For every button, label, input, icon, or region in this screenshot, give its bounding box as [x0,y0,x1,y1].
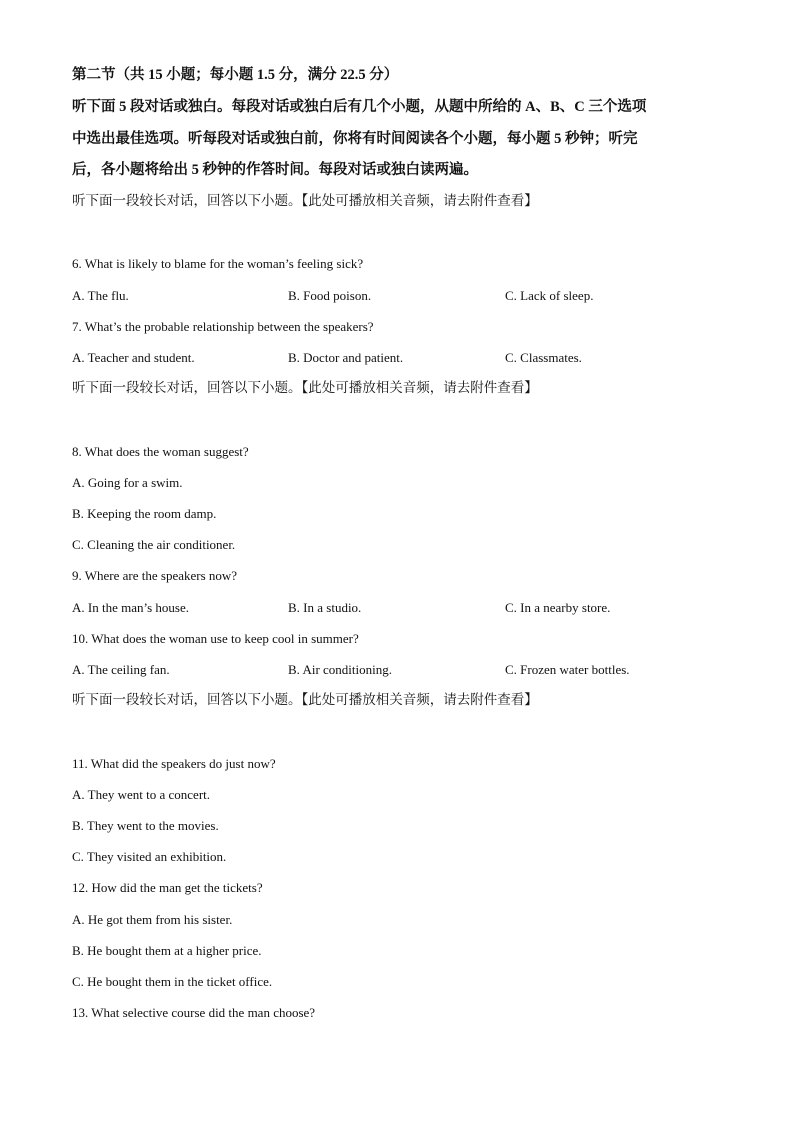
option-a: A. The flu. [72,288,129,303]
question-8-option-b: B. Keeping the room damp. [72,506,217,521]
section-intro-line-1: 听下面 5 段对话或独白。每段对话或独白后有几个小题，从题中所给的 A、B、C 三个选项 [72,99,647,115]
option-c: C. Classmates. [505,350,582,365]
audio-instruction-3: 听下面一段较长对话，回答以下小题。【此处可播放相关音频，请去附件查看】 [72,692,538,707]
audio-instruction-2: 听下面一段较长对话，回答以下小题。【此处可播放相关音频，请去附件查看】 [72,380,538,395]
option-b: B. Food poison. [288,288,372,303]
question-11-option-a: A. They went to a concert. [72,787,211,802]
section-intro-line-2: 中选出最佳选项。听每段对话或独白前，你将有时间阅读各个小题，每小题 5 秒钟；听完 [72,131,638,147]
question-9-stem: 9. Where are the speakers now? [72,568,238,583]
option-b: B. Air conditioning. [288,662,392,677]
question-12-option-c: C. He bought them in the ticket office. [72,974,273,989]
option-c: C. In a nearby store. [505,600,611,615]
option-a: A. In the man’s house. [72,600,189,615]
option-a: A. The ceiling fan. [72,662,170,677]
question-10-stem: 10. What does the woman use to keep cool in summer? [72,631,359,646]
question-13-stem: 13. What selective course did the man choose? [72,1005,316,1020]
question-11-option-b: B. They went to the movies. [72,818,219,833]
section-intro-line-3: 后，各小题将给出 5 秒钟的作答时间。每段对话或独白读两遍。 [72,162,478,178]
option-a: A. Teacher and student. [72,350,195,365]
option-c: C. Lack of sleep. [505,288,594,303]
audio-instruction-1: 听下面一段较长对话，回答以下小题。【此处可播放相关音频，请去附件查看】 [72,193,538,208]
question-11-stem: 11. What did the speakers do just now? [72,756,276,771]
question-8-option-c: C. Cleaning the air conditioner. [72,537,236,552]
question-11-option-c: C. They visited an exhibition. [72,849,227,864]
question-12-stem: 12. How did the man get the tickets? [72,880,263,895]
question-6-stem: 6. What is likely to blame for the woman’s feeling sick? [72,256,364,271]
option-c: C. Frozen water bottles. [505,662,630,677]
option-b: B. Doctor and patient. [288,350,404,365]
question-8-option-a: A. Going for a swim. [72,475,183,490]
section-heading: 第二节（共 15 小题；每小题 1.5 分，满分 22.5 分） [72,67,399,83]
option-b: B. In a studio. [288,600,362,615]
question-12-option-a: A. He got them from his sister. [72,912,233,927]
question-12-option-b: B. He bought them at a higher price. [72,943,262,958]
question-7-stem: 7. What’s the probable relationship between the speakers? [72,319,374,334]
question-8-stem: 8. What does the woman suggest? [72,444,249,459]
